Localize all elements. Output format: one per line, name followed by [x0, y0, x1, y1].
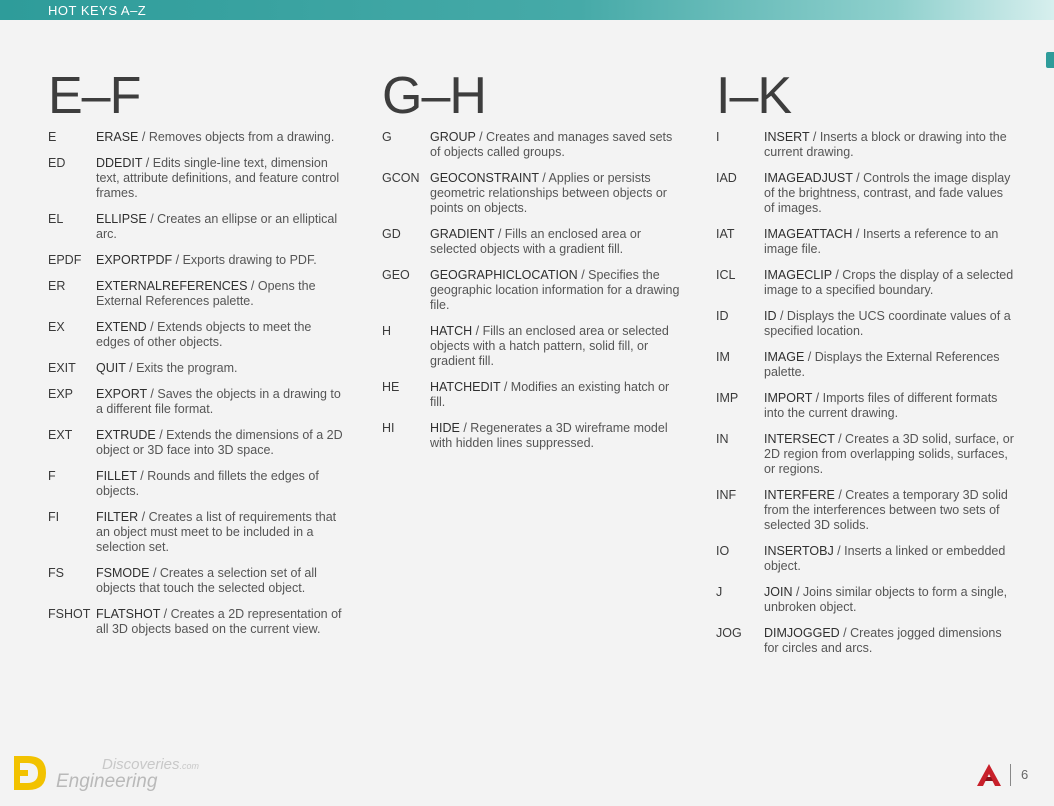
- command-description: Fills an enclosed area or selected objects with a hatch pattern, solid fill, or gradient fill.: [430, 324, 669, 368]
- command-description: Modifies an existing hatch or fill.: [430, 380, 670, 409]
- hotkey-description: EXPORTPDF / Exports drawing to PDF.: [96, 253, 317, 267]
- command-name: HATCHEDIT: [430, 380, 501, 394]
- command-name: GEOGRAPHICLOCATION: [430, 268, 578, 282]
- hotkey-description: FILLET / Rounds and fillets the edges of objects.: [96, 469, 319, 498]
- command-description: Inserts a reference to an image file.: [764, 227, 999, 256]
- command-description: Displays the UCS coordinate values of a specified location.: [764, 309, 1011, 338]
- autocad-logo-icon: [976, 762, 1002, 788]
- hotkey-description: GEOGRAPHICLOCATION / Specifies the geographic location information for a drawing file.: [430, 268, 680, 312]
- hotkey-entry: [716, 350, 1016, 380]
- command-name: INSERT: [764, 130, 810, 144]
- hotkey-description: ID / Displays the UCS coordinate values of a specified location.: [764, 309, 1011, 338]
- hotkey-entry: [382, 421, 682, 451]
- hotkey-shortcut: IAT: [716, 227, 735, 241]
- command-name: ERASE: [96, 130, 139, 144]
- command-description: Creates a selection set of all objects that touch the selected object.: [96, 566, 317, 595]
- hotkey-description: HATCHEDIT / Modifies an existing hatch or fill.: [430, 380, 670, 409]
- command-description: Specifies the geographic location information for a drawing file.: [430, 268, 680, 312]
- hotkey-entry: [382, 380, 682, 410]
- command-description: Creates and manages saved sets of objects called groups.: [430, 130, 673, 159]
- command-description: Displays the External References palette.: [764, 350, 1000, 379]
- hotkey-description: EXPORT / Saves the objects in a drawing to a different file format.: [96, 387, 341, 416]
- hotkey-description: FILTER / Creates a list of requirements that an object must meet to be included in a selection set.: [96, 510, 337, 554]
- hotkey-entry: [716, 626, 1016, 656]
- hotkey-description: DIMJOGGED / Creates jogged dimensions for circles and arcs.: [764, 626, 1002, 655]
- hotkey-description: JOIN / Joins similar objects to form a single, unbroken object.: [764, 585, 1008, 614]
- command-name: EXTEND: [96, 320, 147, 334]
- hotkey-entry: [48, 156, 348, 201]
- command-name: GEOCONSTRAINT: [430, 171, 539, 185]
- hotkey-shortcut: G: [382, 130, 392, 144]
- watermark-top-text: Discoveries.com: [102, 756, 200, 773]
- hotkey-entry: [716, 227, 1016, 257]
- hotkey-description: IMAGECLIP / Crops the display of a selected image to a specified boundary.: [764, 268, 1014, 297]
- watermark-logo: [10, 748, 240, 798]
- hotkey-entry: [716, 268, 1016, 298]
- hotkey-shortcut: I: [716, 130, 720, 144]
- hotkey-entry: [48, 387, 348, 417]
- command-description: Inserts a linked or embedded object.: [764, 544, 1006, 573]
- command-name: INTERFERE: [764, 488, 835, 502]
- column-e-f: [48, 67, 348, 648]
- hotkey-shortcut: FSHOT: [48, 607, 91, 621]
- hotkey-description: EXTEND / Extends objects to meet the edges of other objects.: [96, 320, 312, 349]
- hotkey-shortcut: EL: [48, 212, 64, 226]
- hotkey-description: IMAGE / Displays the External References palette.: [764, 350, 1000, 379]
- command-description: Fills an enclosed area or selected objects with a gradient fill.: [430, 227, 641, 256]
- command-description: Extends the dimensions of a 2D object or 3D face into 3D space.: [96, 428, 343, 457]
- hotkey-description: QUIT / Exits the program.: [96, 361, 238, 375]
- command-name: ID: [764, 309, 777, 323]
- command-description: Rounds and fillets the edges of objects.: [96, 469, 319, 498]
- hotkey-description: INTERFERE / Creates a temporary 3D solid from the interferences between two sets of selected 3D solids.: [764, 488, 1008, 532]
- hotkey-description: INSERTOBJ / Inserts a linked or embedded object.: [764, 544, 1006, 573]
- hotkey-shortcut: IM: [716, 350, 730, 364]
- hotkey-description: INSERT / Inserts a block or drawing into the current drawing.: [764, 130, 1007, 159]
- hotkey-entry: [48, 510, 348, 555]
- command-description: Exports drawing to PDF.: [182, 253, 317, 267]
- hotkey-shortcut: EXP: [48, 387, 74, 401]
- hotkey-entry: [48, 469, 348, 499]
- hotkey-description: DDEDIT / Edits single-line text, dimension text, attribute definitions, and feature control frames.: [96, 156, 340, 200]
- hotkey-entry: [382, 324, 682, 369]
- command-description: Extends objects to meet the edges of other objects.: [96, 320, 312, 349]
- command-description: Creates a 3D solid, surface, or 2D region from overlapping solids, surfaces, or regions.: [764, 432, 1014, 476]
- hotkey-description: INTERSECT / Creates a 3D solid, surface, or 2D region from overlapping solids, surfaces, or regions.: [764, 432, 1014, 476]
- command-name: EXPORTPDF: [96, 253, 173, 267]
- hotkey-shortcut: IMP: [716, 391, 739, 405]
- hotkey-description: GROUP / Creates and manages saved sets of objects called groups.: [430, 130, 673, 159]
- hotkey-entry: [716, 544, 1016, 574]
- hotkey-entry: [48, 607, 348, 637]
- hotkey-entry: [382, 171, 682, 216]
- command-name: IMAGEADJUST: [764, 171, 853, 185]
- command-description: Creates jogged dimensions for circles and arcs.: [764, 626, 1002, 655]
- entry-list: [382, 130, 682, 451]
- hotkey-shortcut: E: [48, 130, 57, 144]
- command-description: Creates an ellipse or an elliptical arc.: [96, 212, 338, 241]
- page-edge-tab: [1046, 52, 1054, 68]
- hotkey-shortcut: FS: [48, 566, 64, 580]
- command-name: FLATSHOT: [96, 607, 161, 621]
- hotkey-entry: [382, 268, 682, 313]
- command-description: Creates a temporary 3D solid from the interferences between two sets of selected 3D solids.: [764, 488, 1008, 532]
- command-description: Regenerates a 3D wireframe model with hidden lines suppressed.: [430, 421, 668, 450]
- command-name: IMAGECLIP: [764, 268, 832, 282]
- hotkey-shortcut: HI: [382, 421, 395, 435]
- watermark-bottom-text: Engineering: [56, 771, 158, 792]
- hotkey-shortcut: EXIT: [48, 361, 76, 375]
- command-name: INTERSECT: [764, 432, 835, 446]
- hotkey-description: FSMODE / Creates a selection set of all objects that touch the selected object.: [96, 566, 317, 595]
- watermark-de-icon: [10, 752, 52, 794]
- command-description: Creates a 2D representation of all 3D objects based on the current view.: [96, 607, 342, 636]
- hotkey-description: EXTERNALREFERENCES / Opens the External References palette.: [96, 279, 316, 308]
- hotkey-shortcut: GCON: [382, 171, 420, 185]
- command-name: DDEDIT: [96, 156, 143, 170]
- column-heading: E–F: [48, 67, 141, 125]
- hotkey-shortcut: ED: [48, 156, 66, 170]
- header-bar: [0, 0, 1054, 20]
- hotkey-shortcut: HE: [382, 380, 400, 394]
- hotkey-shortcut: IN: [716, 432, 729, 446]
- hotkey-shortcut: EX: [48, 320, 65, 334]
- command-name: DIMJOGGED: [764, 626, 840, 640]
- command-name: FSMODE: [96, 566, 150, 580]
- hotkey-shortcut: IAD: [716, 171, 737, 185]
- hotkey-shortcut: H: [382, 324, 392, 338]
- command-name: IMAGE: [764, 350, 805, 364]
- hotkey-shortcut: FI: [48, 510, 60, 524]
- hotkey-shortcut: ER: [48, 279, 66, 293]
- hotkey-entry: [716, 391, 1016, 421]
- hotkey-shortcut: J: [716, 585, 723, 599]
- command-name: ELLIPSE: [96, 212, 147, 226]
- command-description: Crops the display of a selected image to a specified boundary.: [764, 268, 1014, 297]
- hotkey-entry: [716, 171, 1016, 216]
- command-name: FILTER: [96, 510, 139, 524]
- command-name: EXTERNALREFERENCES: [96, 279, 248, 293]
- hotkey-description: ELLIPSE / Creates an ellipse or an elliptical arc.: [96, 212, 338, 241]
- hotkey-description: HATCH / Fills an enclosed area or selected objects with a hatch pattern, solid fill, or gradient fill.: [430, 324, 669, 368]
- command-name: HIDE: [430, 421, 460, 435]
- command-description: Joins similar objects to form a single, unbroken object.: [764, 585, 1008, 614]
- hotkey-shortcut: F: [48, 469, 56, 483]
- hotkey-entry: [716, 488, 1016, 533]
- column-heading: G–H: [382, 67, 486, 125]
- command-description: Exits the program.: [136, 361, 238, 375]
- command-name: IMPORT: [764, 391, 813, 405]
- column-g-h: [382, 67, 682, 462]
- hotkey-entry: [48, 320, 348, 350]
- hotkey-shortcut: ID: [716, 309, 729, 323]
- hotkey-description: IMAGEATTACH / Inserts a reference to an image file.: [764, 227, 999, 256]
- command-name: JOIN: [764, 585, 793, 599]
- hotkey-description: HIDE / Regenerates a 3D wireframe model with hidden lines suppressed.: [430, 421, 668, 450]
- hotkey-entry: [48, 361, 348, 376]
- hotkey-description: ERASE / Removes objects from a drawing.: [96, 130, 335, 144]
- hotkey-entry: [48, 566, 348, 596]
- hotkey-description: GEOCONSTRAINT / Applies or persists geometric relationships between objects or points on objects.: [430, 171, 667, 215]
- hotkey-entry: [48, 428, 348, 458]
- hotkey-shortcut: IO: [716, 544, 730, 558]
- hotkey-entry: [716, 130, 1016, 160]
- command-name: EXPORT: [96, 387, 147, 401]
- hotkey-description: IMAGEADJUST / Controls the image display of the brightness, contrast, and fade values of images.: [764, 171, 1011, 215]
- command-description: Saves the objects in a drawing to a different file format.: [96, 387, 341, 416]
- command-description: Inserts a block or drawing into the current drawing.: [764, 130, 1007, 159]
- command-description: Applies or persists geometric relationships between objects or points on objects.: [430, 171, 667, 215]
- command-description: Opens the External References palette.: [96, 279, 316, 308]
- hotkey-entry: [382, 227, 682, 257]
- hotkey-shortcut: EXT: [48, 428, 73, 442]
- command-description: Controls the image display of the brightness, contrast, and fade values of images.: [764, 171, 1011, 215]
- hotkey-shortcut: JOG: [716, 626, 742, 640]
- page-number: 6: [1021, 767, 1029, 782]
- entry-list: [716, 130, 1016, 656]
- hotkey-entry: [48, 253, 348, 268]
- hotkey-entry: [716, 309, 1016, 339]
- command-name: IMAGEATTACH: [764, 227, 853, 241]
- entry-list: [48, 130, 348, 637]
- command-name: QUIT: [96, 361, 126, 375]
- hotkey-shortcut: INF: [716, 488, 737, 502]
- command-description: Imports files of different formats into the current drawing.: [764, 391, 998, 420]
- command-name: EXTRUDE: [96, 428, 156, 442]
- hotkey-entry: [48, 212, 348, 242]
- hotkey-description: GRADIENT / Fills an enclosed area or selected objects with a gradient fill.: [430, 227, 641, 256]
- header-title: HOT KEYS A–Z: [48, 3, 147, 18]
- column-i-k: [716, 67, 1016, 667]
- hotkey-entry: [48, 279, 348, 309]
- command-description: Creates a list of requirements that an object must meet to be included in a selection set.: [96, 510, 337, 554]
- hotkey-entry: [382, 130, 682, 160]
- hotkey-description: IMPORT / Imports files of different formats into the current drawing.: [764, 391, 998, 420]
- hotkey-entry: [48, 130, 348, 145]
- column-heading: I–K: [716, 67, 792, 125]
- hotkey-description: FLATSHOT / Creates a 2D representation of all 3D objects based on the current view.: [96, 607, 342, 636]
- command-description: Edits single-line text, dimension text, attribute definitions, and feature control frames.: [96, 156, 340, 200]
- hotkey-description: EXTRUDE / Extends the dimensions of a 2D object or 3D face into 3D space.: [96, 428, 343, 457]
- hotkey-shortcut: GD: [382, 227, 401, 241]
- command-name: HATCH: [430, 324, 473, 338]
- command-name: GRADIENT: [430, 227, 495, 241]
- hotkey-shortcut: ICL: [716, 268, 736, 282]
- command-name: GROUP: [430, 130, 476, 144]
- hotkey-entry: [716, 585, 1016, 615]
- hotkey-shortcut: EPDF: [48, 253, 82, 267]
- command-description: Removes objects from a drawing.: [148, 130, 335, 144]
- page-number-divider: [1010, 764, 1011, 786]
- command-name: INSERTOBJ: [764, 544, 834, 558]
- hotkey-shortcut: GEO: [382, 268, 410, 282]
- hotkey-entry: [716, 432, 1016, 477]
- command-name: FILLET: [96, 469, 137, 483]
